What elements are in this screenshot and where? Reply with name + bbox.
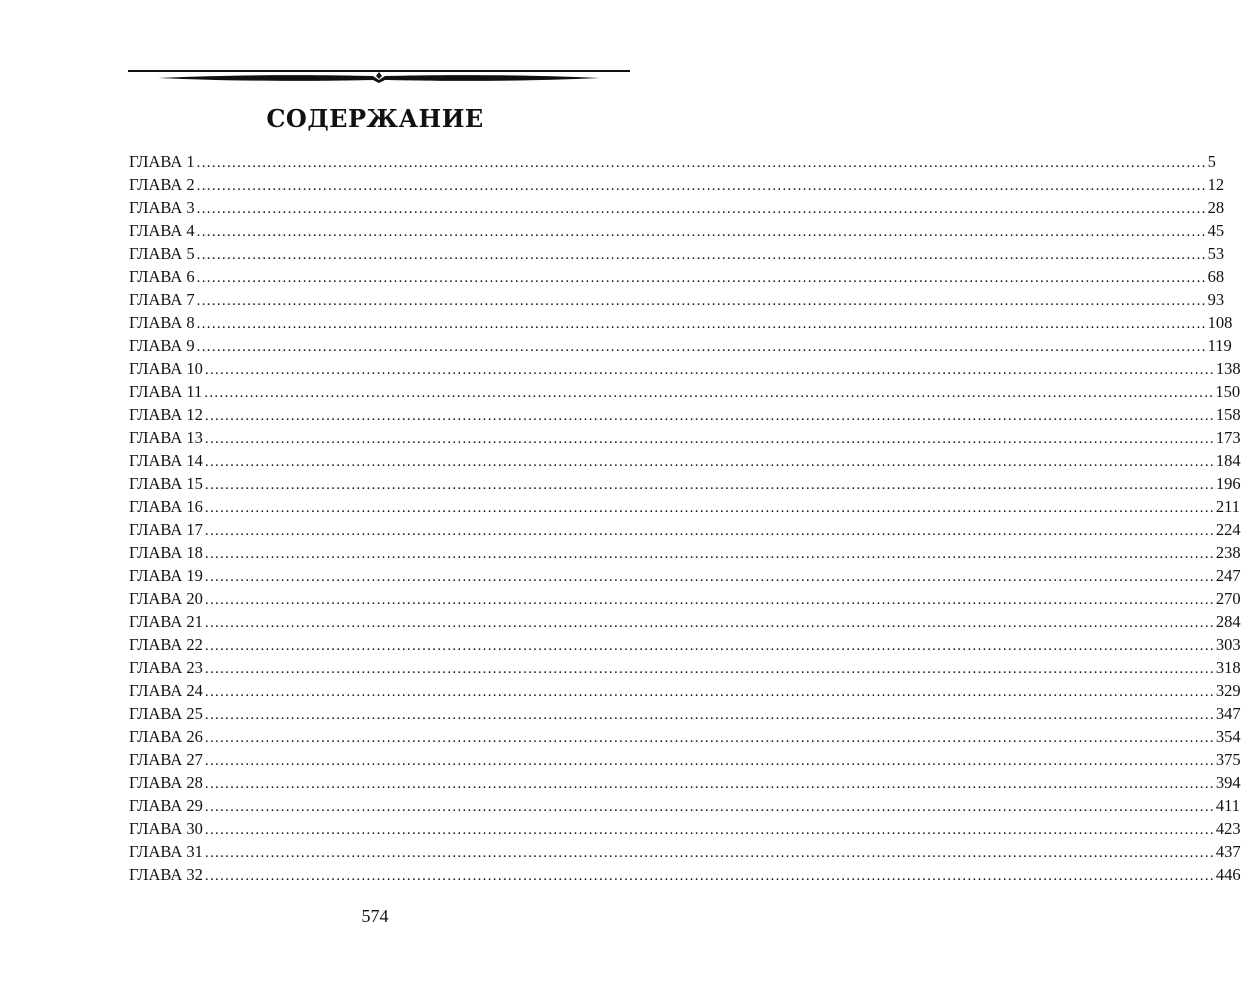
dot-leader: ........................................................................................................................................................................................................ — [204, 362, 1215, 378]
dot-leader: ........................................................................................................................................................................................................ — [204, 638, 1215, 654]
dot-leader: ........................................................................................................................................................................................................ — [204, 385, 1215, 401]
toc-entry — [129, 311, 1233, 334]
toc-entry-page: 318 — [1215, 658, 1241, 677]
dot-leader: ........................................................................................................................................................................................................ — [196, 270, 1207, 286]
toc-entry — [129, 472, 1241, 495]
toc-entry-label: ГЛАВА 9 — [129, 336, 195, 355]
toc-entry — [129, 495, 1241, 518]
dot-leader: ........................................................................................................................................................................................................ — [196, 293, 1207, 309]
dot-leader: ........................................................................................................................................................................................................ — [204, 477, 1215, 493]
dot-leader: ........................................................................................................................................................................................................ — [196, 224, 1207, 240]
toc-entry — [129, 863, 1241, 886]
toc-entry-page: 411 — [1215, 796, 1241, 815]
toc-entry-label: ГЛАВА 19 — [129, 566, 203, 585]
toc-entry — [129, 380, 1241, 403]
toc-entry-label: ГЛАВА 2 — [129, 175, 195, 194]
toc-entry — [129, 357, 1241, 380]
table-of-contents — [129, 150, 1241, 886]
toc-entry-page: 93 — [1207, 290, 1225, 309]
toc-entry-page: 446 — [1215, 865, 1241, 884]
toc-entry — [129, 334, 1232, 357]
toc-entry-page: 247 — [1215, 566, 1241, 585]
toc-entry-label: ГЛАВА 20 — [129, 589, 203, 608]
toc-entry-label: ГЛАВА 14 — [129, 451, 203, 470]
toc-entry-label: ГЛАВА 8 — [129, 313, 195, 332]
toc-entry-page: 108 — [1207, 313, 1233, 332]
dot-leader: ........................................................................................................................................................................................................ — [196, 339, 1207, 355]
toc-entry — [129, 587, 1241, 610]
toc-entry — [129, 679, 1241, 702]
toc-entry — [129, 518, 1241, 541]
toc-entry-page: 12 — [1207, 175, 1225, 194]
toc-entry-page: 45 — [1207, 221, 1225, 240]
dot-leader: ........................................................................................................................................................................................................ — [204, 615, 1215, 631]
toc-entry-page: 150 — [1215, 382, 1241, 401]
dot-leader: ........................................................................................................................................................................................................ — [204, 753, 1215, 769]
toc-entry-page: 347 — [1215, 704, 1241, 723]
toc-entry-label: ГЛАВА 28 — [129, 773, 203, 792]
toc-entry — [129, 196, 1225, 219]
toc-entry-page: 375 — [1215, 750, 1241, 769]
toc-entry-page: 270 — [1215, 589, 1241, 608]
toc-entry-label: ГЛАВА 22 — [129, 635, 203, 654]
toc-entry — [129, 403, 1241, 426]
toc-entry-page: 423 — [1215, 819, 1241, 838]
toc-entry-label: ГЛАВА 6 — [129, 267, 195, 286]
ornamental-rule-icon — [128, 68, 630, 88]
toc-entry-label: ГЛАВА 31 — [129, 842, 203, 861]
dot-leader: ........................................................................................................................................................................................................ — [196, 155, 1207, 171]
toc-entry-label: ГЛАВА 10 — [129, 359, 203, 378]
toc-entry-page: 211 — [1215, 497, 1241, 516]
toc-entry-label: ГЛАВА 24 — [129, 681, 203, 700]
toc-entry-label: ГЛАВА 18 — [129, 543, 203, 562]
page-number: 574 — [361, 906, 389, 926]
toc-entry — [129, 771, 1241, 794]
toc-entry-page: 53 — [1207, 244, 1225, 263]
toc-entry — [129, 702, 1241, 725]
toc-entry-page: 238 — [1215, 543, 1241, 562]
toc-entry — [129, 748, 1241, 771]
toc-entry-page: 196 — [1215, 474, 1241, 493]
toc-entry-page: 138 — [1215, 359, 1241, 378]
toc-entry — [129, 173, 1225, 196]
toc-entry — [129, 564, 1241, 587]
toc-entry — [129, 265, 1225, 288]
toc-entry-page: 437 — [1215, 842, 1241, 861]
toc-entry — [129, 633, 1241, 656]
toc-entry-page: 119 — [1207, 336, 1232, 355]
dot-leader: ........................................................................................................................................................................................................ — [204, 868, 1215, 884]
dot-leader: ........................................................................................................................................................................................................ — [204, 454, 1215, 470]
toc-entry-label: ГЛАВА 12 — [129, 405, 203, 424]
dot-leader: ........................................................................................................................................................................................................ — [204, 684, 1215, 700]
toc-entry — [129, 794, 1241, 817]
toc-entry-label: ГЛАВА 5 — [129, 244, 195, 263]
dot-leader: ........................................................................................................................................................................................................ — [204, 822, 1215, 838]
dot-leader: ........................................................................................................................................................................................................ — [204, 431, 1215, 447]
toc-entry-label: ГЛАВА 4 — [129, 221, 195, 240]
toc-entry-label: ГЛАВА 15 — [129, 474, 203, 493]
toc-entry-page: 329 — [1215, 681, 1241, 700]
dot-leader: ........................................................................................................................................................................................................ — [204, 845, 1215, 861]
dot-leader: ........................................................................................................................................................................................................ — [204, 569, 1215, 585]
toc-entry — [129, 541, 1241, 564]
toc-entry — [129, 656, 1241, 679]
toc-entry — [129, 242, 1225, 265]
toc-entry — [129, 426, 1241, 449]
toc-entry-page: 68 — [1207, 267, 1225, 286]
dot-leader: ........................................................................................................................................................................................................ — [204, 799, 1215, 815]
dot-leader: ........................................................................................................................................................................................................ — [204, 661, 1215, 677]
toc-entry-label: ГЛАВА 32 — [129, 865, 203, 884]
toc-entry-label: ГЛАВА 25 — [129, 704, 203, 723]
toc-entry — [129, 610, 1241, 633]
toc-entry-page: 173 — [1215, 428, 1241, 447]
toc-entry-label: ГЛАВА 23 — [129, 658, 203, 677]
toc-entry-label: ГЛАВА 13 — [129, 428, 203, 447]
toc-entry-page: 303 — [1215, 635, 1241, 654]
toc-entry-label: ГЛАВА 16 — [129, 497, 203, 516]
toc-entry-page: 284 — [1215, 612, 1241, 631]
toc-entry-label: ГЛАВА 30 — [129, 819, 203, 838]
toc-entry — [129, 840, 1241, 863]
toc-entry-label: ГЛАВА 21 — [129, 612, 203, 631]
toc-entry-label: ГЛАВА 11 — [129, 382, 203, 401]
toc-entry-page: 5 — [1207, 152, 1216, 171]
page-title: СОДЕРЖАНИЕ — [266, 104, 484, 133]
dot-leader: ........................................................................................................................................................................................................ — [204, 500, 1215, 516]
toc-entry — [129, 725, 1241, 748]
dot-leader: ........................................................................................................................................................................................................ — [196, 201, 1207, 217]
toc-entry-label: ГЛАВА 27 — [129, 750, 203, 769]
dot-leader: ........................................................................................................................................................................................................ — [196, 247, 1207, 263]
toc-entry-label: ГЛАВА 26 — [129, 727, 203, 746]
toc-entry-label: ГЛАВА 17 — [129, 520, 203, 539]
dot-leader: ........................................................................................................................................................................................................ — [204, 730, 1215, 746]
toc-entry-label: ГЛАВА 29 — [129, 796, 203, 815]
toc-entry-page: 394 — [1215, 773, 1241, 792]
dot-leader: ........................................................................................................................................................................................................ — [204, 592, 1215, 608]
dot-leader: ........................................................................................................................................................................................................ — [204, 707, 1215, 723]
dot-leader: ........................................................................................................................................................................................................ — [196, 316, 1207, 332]
toc-entry — [129, 150, 1216, 173]
dot-leader: ........................................................................................................................................................................................................ — [204, 776, 1215, 792]
toc-entry — [129, 449, 1241, 472]
toc-entry-label: ГЛАВА 1 — [129, 152, 195, 171]
toc-entry-page: 28 — [1207, 198, 1225, 217]
toc-entry-label: ГЛАВА 3 — [129, 198, 195, 217]
dot-leader: ........................................................................................................................................................................................................ — [204, 546, 1215, 562]
toc-entry-page: 354 — [1215, 727, 1241, 746]
toc-entry — [129, 219, 1225, 242]
toc-entry-page: 224 — [1215, 520, 1241, 539]
dot-leader: ........................................................................................................................................................................................................ — [196, 178, 1207, 194]
dot-leader: ........................................................................................................................................................................................................ — [204, 408, 1215, 424]
dot-leader: ........................................................................................................................................................................................................ — [204, 523, 1215, 539]
toc-entry — [129, 817, 1241, 840]
toc-entry-label: ГЛАВА 7 — [129, 290, 195, 309]
toc-entry-page: 158 — [1215, 405, 1241, 424]
toc-entry-page: 184 — [1215, 451, 1241, 470]
toc-entry — [129, 288, 1225, 311]
